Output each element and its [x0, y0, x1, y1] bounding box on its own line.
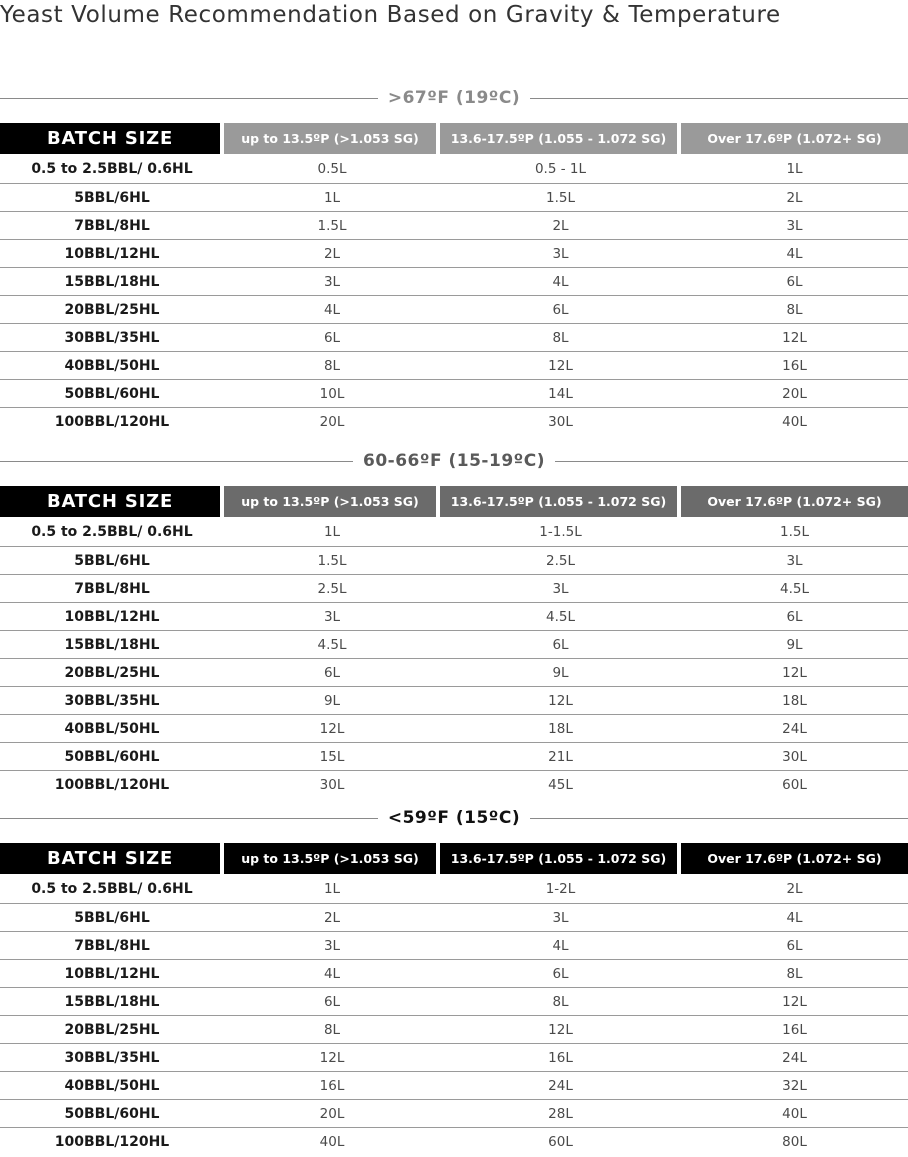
volume-cell-gravity-mid: 2L: [552, 217, 569, 234]
table-row: [0, 380, 908, 408]
table-row: [0, 603, 908, 631]
batch-size-cell: 50BBL/60HL: [64, 385, 160, 402]
volume-cell-gravity-mid: 16L: [548, 1049, 573, 1066]
volume-cell-gravity-high: 1.5L: [780, 523, 809, 540]
volume-cell-gravity-mid: 1-1.5L: [539, 523, 582, 540]
volume-cell-gravity-mid: 4L: [552, 273, 569, 290]
volume-cell-gravity-high: 2L: [786, 189, 803, 206]
table-row: [0, 408, 908, 436]
volume-cell-gravity-high: 80L: [782, 1134, 807, 1150]
volume-cell-gravity-low: 10L: [319, 385, 345, 402]
volume-cell-gravity-mid: 1-2L: [545, 880, 576, 897]
batch-size-cell: 15BBL/18HL: [64, 273, 160, 290]
batch-size-cell: 50BBL/60HL: [64, 1105, 160, 1122]
table-row: [0, 960, 908, 988]
volume-cell-gravity-high: 3L: [786, 217, 803, 234]
table-row: [0, 715, 908, 743]
table-row: [0, 517, 908, 547]
volume-cell-gravity-high: 4L: [786, 245, 803, 262]
batch-size-cell: 40BBL/50HL: [64, 357, 160, 374]
volume-cell-gravity-mid: 4L: [552, 937, 569, 954]
batch-size-cell: 5BBL/6HL: [74, 552, 150, 569]
table-row: [0, 547, 908, 575]
volume-cell-gravity-high: 12L: [782, 993, 807, 1010]
table-row: [0, 631, 908, 659]
header-gravity-low: up to 13.5ºP (>1.053 SG): [224, 123, 436, 154]
volume-cell-gravity-high: 16L: [782, 1021, 807, 1038]
volume-cell-gravity-high: 6L: [786, 273, 803, 290]
volume-cell-gravity-mid: 6L: [552, 965, 569, 982]
volume-cell-gravity-high: 12L: [782, 329, 807, 346]
table-header-row: [0, 486, 908, 517]
volume-cell-gravity-low: 3L: [323, 273, 341, 290]
temperature-section-high: [0, 86, 908, 436]
volume-cell-gravity-low: 4L: [323, 965, 341, 982]
volume-cell-gravity-low: 2L: [323, 909, 341, 926]
header-gravity-high: Over 17.6ºP (1.072+ SG): [681, 843, 908, 874]
batch-size-cell: 7BBL/8HL: [74, 580, 150, 597]
volume-cell-gravity-mid: 0.5 - 1L: [534, 160, 587, 177]
batch-size-cell: 100BBL/120HL: [54, 777, 170, 793]
volume-cell-gravity-high: 4L: [786, 909, 803, 926]
volume-cell-gravity-high: 12L: [782, 664, 807, 681]
volume-cell-gravity-low: 30L: [319, 777, 345, 793]
table-row: [0, 240, 908, 268]
table-row: [0, 932, 908, 960]
volume-cell-gravity-mid: 2.5L: [546, 552, 575, 569]
table-row: [0, 154, 908, 184]
header-gravity-mid: 13.6-17.5ºP (1.055 - 1.072 SG): [440, 843, 677, 874]
volume-cell-gravity-mid: 12L: [548, 1021, 573, 1038]
temperature-heading: [0, 449, 908, 473]
batch-size-cell: 7BBL/8HL: [74, 217, 150, 234]
volume-cell-gravity-mid: 3L: [552, 245, 569, 262]
volume-cell-gravity-low: 2L: [323, 245, 341, 262]
volume-cell-gravity-mid: 12L: [548, 692, 573, 709]
batch-size-cell: 15BBL/18HL: [64, 993, 160, 1010]
volume-cell-gravity-low: 20L: [319, 1105, 345, 1122]
volume-cell-gravity-mid: 45L: [548, 777, 573, 793]
temperature-label: 60-66ºF (15-19ºC): [353, 451, 555, 471]
volume-cell-gravity-mid: 6L: [552, 636, 569, 653]
volume-cell-gravity-low: 9L: [323, 692, 341, 709]
volume-cell-gravity-mid: 21L: [548, 748, 573, 765]
volume-cell-gravity-mid: 8L: [552, 993, 569, 1010]
temperature-label: <59ºF (15ºC): [378, 808, 530, 828]
temperature-section-mid: [0, 449, 908, 799]
volume-cell-gravity-low: 12L: [319, 720, 345, 737]
volume-cell-gravity-high: 6L: [786, 608, 803, 625]
volume-cell-gravity-high: 24L: [782, 1049, 807, 1066]
batch-size-cell: 7BBL/8HL: [74, 937, 150, 954]
volume-cell-gravity-mid: 24L: [548, 1077, 573, 1094]
volume-cell-gravity-mid: 28L: [548, 1105, 573, 1122]
volume-cell-gravity-low: 16L: [319, 1077, 345, 1094]
table-header-row: [0, 843, 908, 874]
temperature-heading: [0, 86, 908, 110]
batch-size-cell: 20BBL/25HL: [64, 301, 160, 318]
table-row: [0, 1072, 908, 1100]
volume-cell-gravity-mid: 6L: [552, 301, 569, 318]
volume-cell-gravity-high: 24L: [782, 720, 807, 737]
temperature-label: >67ºF (19ºC): [378, 88, 530, 108]
batch-size-cell: 0.5 to 2.5BBL/ 0.6HL: [31, 880, 193, 897]
volume-cell-gravity-low: 3L: [323, 937, 341, 954]
volume-cell-gravity-mid: 4.5L: [546, 608, 575, 625]
batch-size-cell: 40BBL/50HL: [64, 720, 160, 737]
batch-size-cell: 10BBL/12HL: [64, 245, 160, 262]
table-row: [0, 988, 908, 1016]
temperature-section-low: [0, 806, 908, 1156]
batch-size-cell: 0.5 to 2.5BBL/ 0.6HL: [31, 523, 193, 540]
volume-cell-gravity-mid: 9L: [552, 664, 569, 681]
volume-cell-gravity-low: 1.5L: [317, 217, 347, 234]
table-row: [0, 352, 908, 380]
table-body: [0, 874, 908, 1156]
batch-size-cell: 0.5 to 2.5BBL/ 0.6HL: [31, 160, 193, 177]
volume-cell-gravity-mid: 18L: [548, 720, 573, 737]
header-gravity-mid: 13.6-17.5ºP (1.055 - 1.072 SG): [440, 486, 677, 517]
table-row: [0, 324, 908, 352]
volume-cell-gravity-mid: 3L: [552, 909, 569, 926]
volume-cell-gravity-high: 3L: [786, 552, 803, 569]
volume-cell-gravity-low: 40L: [319, 1134, 345, 1150]
header-gravity-mid: 13.6-17.5ºP (1.055 - 1.072 SG): [440, 123, 677, 154]
volume-cell-gravity-high: 6L: [786, 937, 803, 954]
volume-cell-gravity-mid: 60L: [548, 1134, 573, 1150]
batch-size-cell: 10BBL/12HL: [64, 965, 160, 982]
volume-cell-gravity-high: 20L: [782, 385, 807, 402]
batch-size-cell: 100BBL/120HL: [54, 414, 170, 430]
volume-cell-gravity-low: 0.5L: [317, 160, 347, 177]
volume-cell-gravity-low: 12L: [319, 1049, 345, 1066]
table-row: [0, 268, 908, 296]
volume-cell-gravity-high: 8L: [786, 301, 803, 318]
volume-cell-gravity-low: 15L: [319, 748, 345, 765]
volume-cell-gravity-low: 6L: [323, 329, 341, 346]
header-gravity-low: up to 13.5ºP (>1.053 SG): [224, 486, 436, 517]
volume-cell-gravity-low: 20L: [319, 414, 345, 430]
batch-size-cell: 5BBL/6HL: [74, 909, 150, 926]
batch-size-cell: 30BBL/35HL: [64, 329, 160, 346]
volume-cell-gravity-low: 6L: [323, 993, 341, 1010]
table-row: [0, 1016, 908, 1044]
volume-cell-gravity-mid: 3L: [552, 580, 569, 597]
batch-size-cell: 100BBL/120HL: [54, 1134, 170, 1150]
table-row: [0, 184, 908, 212]
header-batch-size: BATCH SIZE: [0, 843, 220, 874]
table-body: [0, 517, 908, 799]
table-row: [0, 659, 908, 687]
batch-size-cell: 10BBL/12HL: [64, 608, 160, 625]
volume-cell-gravity-mid: 1.5L: [546, 189, 575, 206]
volume-cell-gravity-low: 1L: [323, 523, 341, 540]
table-row: [0, 904, 908, 932]
batch-size-cell: 50BBL/60HL: [64, 748, 160, 765]
header-gravity-low: up to 13.5ºP (>1.053 SG): [224, 843, 436, 874]
batch-size-cell: 20BBL/25HL: [64, 664, 160, 681]
table-row: [0, 874, 908, 904]
volume-cell-gravity-mid: 30L: [548, 414, 573, 430]
batch-size-cell: 15BBL/18HL: [64, 636, 160, 653]
volume-cell-gravity-high: 18L: [782, 692, 807, 709]
table-row: [0, 212, 908, 240]
table-row: [0, 771, 908, 799]
volume-cell-gravity-high: 1L: [786, 160, 803, 177]
batch-size-cell: 20BBL/25HL: [64, 1021, 160, 1038]
volume-cell-gravity-high: 2L: [786, 880, 803, 897]
batch-size-cell: 30BBL/35HL: [64, 692, 160, 709]
volume-cell-gravity-low: 4.5L: [317, 636, 347, 653]
batch-size-cell: 40BBL/50HL: [64, 1077, 160, 1094]
table-body: [0, 154, 908, 436]
volume-cell-gravity-mid: 12L: [548, 357, 573, 374]
table-row: [0, 743, 908, 771]
volume-cell-gravity-high: 32L: [782, 1077, 807, 1094]
temperature-heading: [0, 806, 908, 830]
volume-cell-gravity-high: 16L: [782, 357, 807, 374]
volume-cell-gravity-low: 3L: [323, 608, 341, 625]
header-gravity-high: Over 17.6ºP (1.072+ SG): [681, 486, 908, 517]
volume-cell-gravity-low: 4L: [323, 301, 341, 318]
volume-cell-gravity-low: 2.5L: [317, 580, 347, 597]
volume-cell-gravity-low: 6L: [323, 664, 341, 681]
page-title: Yeast Volume Recommendation Based on Gravity & Temperature: [0, 2, 781, 28]
table-row: [0, 296, 908, 324]
volume-cell-gravity-mid: 8L: [552, 329, 569, 346]
table-row: [0, 687, 908, 715]
volume-cell-gravity-mid: 14L: [548, 385, 573, 402]
table-row: [0, 1100, 908, 1128]
header-batch-size: BATCH SIZE: [0, 123, 220, 154]
volume-cell-gravity-low: 8L: [323, 1021, 341, 1038]
volume-cell-gravity-high: 4.5L: [780, 580, 809, 597]
volume-cell-gravity-low: 1L: [323, 880, 341, 897]
header-batch-size: BATCH SIZE: [0, 486, 220, 517]
table-row: [0, 575, 908, 603]
table-row: [0, 1128, 908, 1156]
volume-cell-gravity-high: 60L: [782, 777, 807, 793]
volume-cell-gravity-high: 30L: [782, 748, 807, 765]
batch-size-cell: 5BBL/6HL: [74, 189, 150, 206]
volume-cell-gravity-high: 8L: [786, 965, 803, 982]
volume-cell-gravity-low: 1L: [323, 189, 341, 206]
volume-cell-gravity-low: 1.5L: [317, 552, 347, 569]
batch-size-cell: 30BBL/35HL: [64, 1049, 160, 1066]
volume-cell-gravity-high: 40L: [782, 1105, 807, 1122]
table-row: [0, 1044, 908, 1072]
volume-cell-gravity-high: 40L: [782, 414, 807, 430]
table-header-row: [0, 123, 908, 154]
header-gravity-high: Over 17.6ºP (1.072+ SG): [681, 123, 908, 154]
volume-cell-gravity-high: 9L: [786, 636, 803, 653]
volume-cell-gravity-low: 8L: [323, 357, 341, 374]
